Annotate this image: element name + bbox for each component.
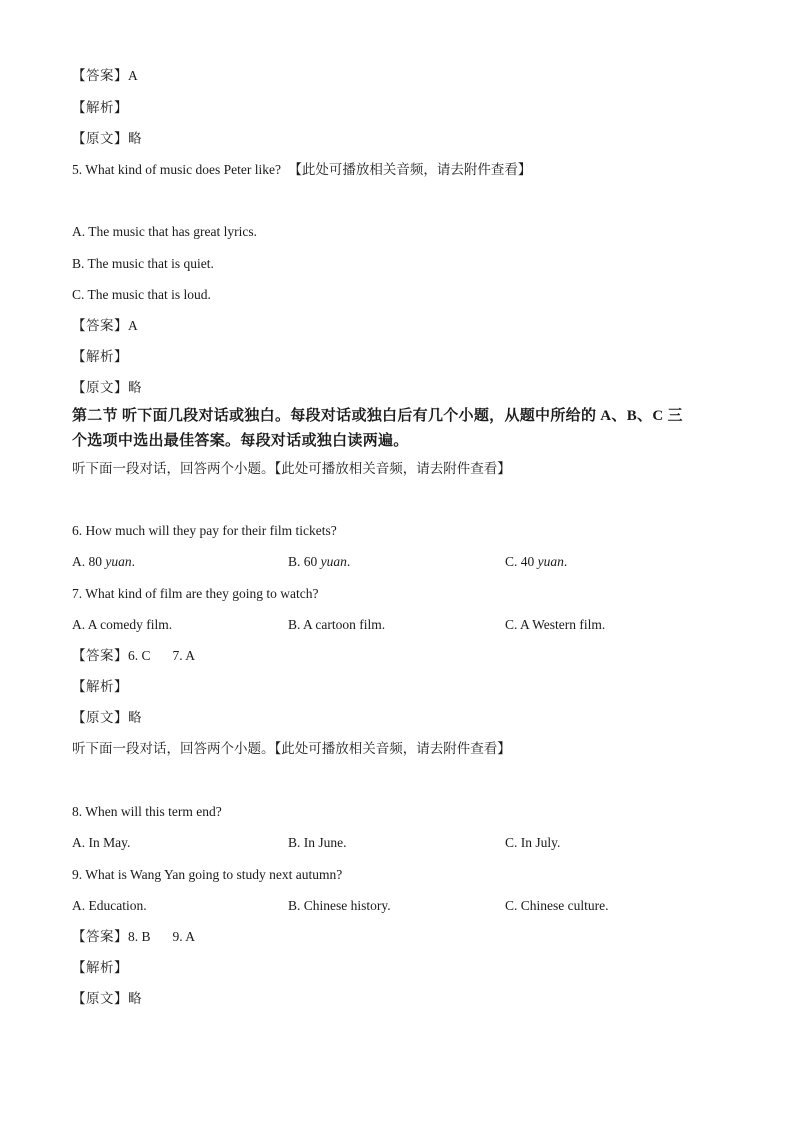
q5-option-a: A. The music that has great lyrics. — [72, 224, 257, 239]
answer-label: 【答案】 — [72, 318, 128, 333]
answer-value: A — [128, 68, 138, 83]
q5-option-b: B. The music that is quiet. — [72, 256, 214, 271]
answer-7: 7. A — [172, 648, 196, 663]
answer-label: 【答案】 — [72, 68, 128, 83]
q9-option-c: C. Chinese culture. — [505, 898, 609, 913]
option-unit: yuan — [320, 554, 347, 569]
original-value: 略 — [128, 710, 142, 725]
original-label: 【原文】 — [72, 380, 128, 395]
question-7: 7. What kind of film are they going to watch? — [72, 586, 319, 601]
answer-value: A — [128, 318, 138, 333]
q8-option-a: A. In May. — [72, 835, 131, 850]
q6-option-c — [505, 553, 567, 571]
dialog-instruction[interactable]: 听下面一段对话，回答两个小题。【此处可播放相关音频，请去附件查看】 — [72, 741, 511, 756]
q7-option-b: B. A cartoon film. — [288, 617, 386, 632]
answer-line — [72, 67, 138, 85]
section-heading-line1: 第二节 听下面几段对话或独白。每段对话或独白后有几个小题，从题中所给的 A、B、C 三 — [72, 408, 683, 424]
option-prefix: C. 40 — [505, 554, 538, 569]
answer-line — [72, 928, 195, 946]
answer-line — [72, 647, 195, 665]
original-label: 【原文】 — [72, 131, 128, 146]
answer-9: 9. A — [172, 929, 196, 944]
answer-6: 6. C — [128, 648, 151, 663]
q5-option-c: C. The music that is loud. — [72, 287, 211, 302]
original-line — [72, 990, 142, 1008]
q8-option-c: C. In July. — [505, 835, 561, 850]
option-unit: yuan — [105, 554, 132, 569]
option-suffix: . — [563, 554, 568, 569]
question-5 — [72, 161, 531, 179]
analysis-label: 【解析】 — [72, 349, 128, 364]
section-heading-line2: 个选项中选出最佳答案。每段对话或独白读两遍。 — [72, 433, 409, 449]
original-value: 略 — [128, 991, 142, 1006]
original-value: 略 — [128, 380, 142, 395]
option-prefix: A. 80 — [72, 554, 106, 569]
q6-option-b — [288, 553, 350, 571]
audio-note[interactable]: 【此处可播放相关音频，请去附件查看】 — [288, 162, 532, 177]
q7-option-c: C. A Western film. — [505, 617, 606, 632]
q7-option-a: A. A comedy film. — [72, 617, 173, 632]
question-5-text: 5. What kind of music does Peter like? — [72, 162, 281, 177]
analysis-label: 【解析】 — [72, 100, 128, 115]
option-unit: yuan — [537, 554, 564, 569]
original-label: 【原文】 — [72, 710, 128, 725]
question-9: 9. What is Wang Yan going to study next autumn? — [72, 867, 343, 882]
analysis-label: 【解析】 — [72, 960, 128, 975]
option-suffix: . — [346, 554, 351, 569]
original-label: 【原文】 — [72, 991, 128, 1006]
option-prefix: B. 60 — [288, 554, 321, 569]
answer-label: 【答案】 — [72, 648, 128, 663]
answer-line — [72, 317, 138, 335]
original-line — [72, 130, 142, 148]
q9-option-b: B. Chinese history. — [288, 898, 391, 913]
dialog-instruction[interactable]: 听下面一段对话，回答两个小题。【此处可播放相关音频，请去附件查看】 — [72, 461, 511, 476]
original-line — [72, 379, 142, 397]
question-6: 6. How much will they pay for their film tickets? — [72, 523, 337, 538]
question-8: 8. When will this term end? — [72, 804, 222, 819]
original-value: 略 — [128, 131, 142, 146]
answer-8: 8. B — [128, 929, 151, 944]
q9-option-a: A. Education. — [72, 898, 147, 913]
option-suffix: . — [131, 554, 135, 569]
q6-option-a — [72, 553, 135, 571]
answer-label: 【答案】 — [72, 929, 128, 944]
q8-option-b: B. In June. — [288, 835, 347, 850]
original-line — [72, 709, 142, 727]
analysis-label: 【解析】 — [72, 679, 128, 694]
